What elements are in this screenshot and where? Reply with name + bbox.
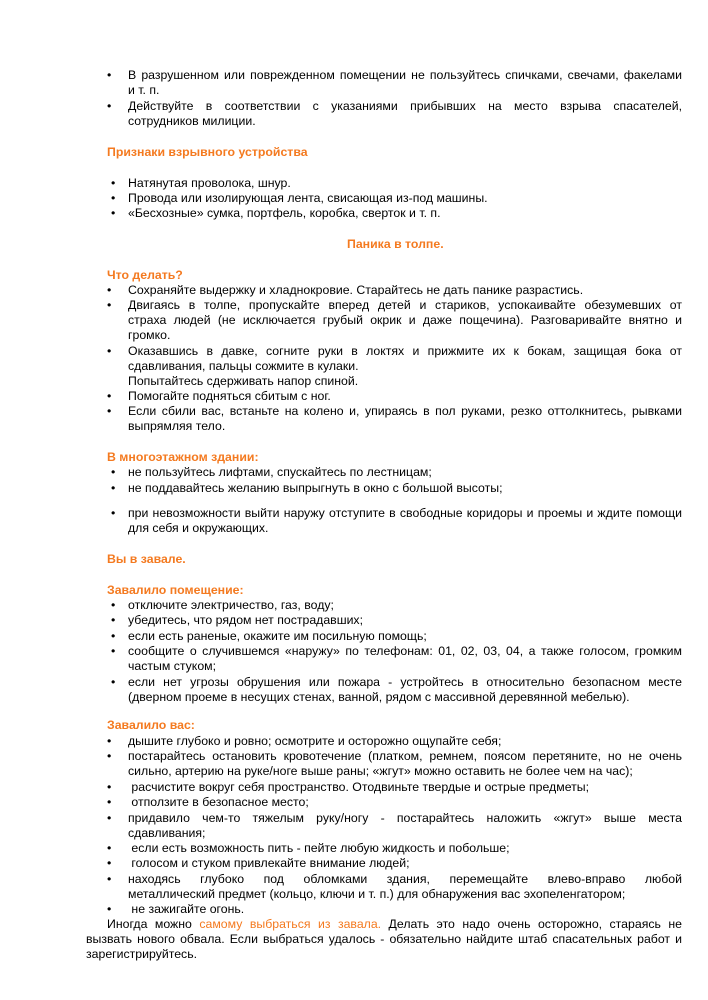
bullet-icon: •	[107, 99, 112, 113]
list-item-line: В разрушенном или поврежденном помещении не пользуйтесь спичками, свечами, факелами	[128, 68, 682, 82]
bullet-icon: •	[111, 675, 116, 689]
list-item-line: металлический предмет (кольцо, ключи и т. п.) для обнаружения вас эхопеленгатором;	[128, 887, 626, 901]
list-item-line: отключите электричество, газ, воду;	[128, 598, 334, 612]
list-item-line: выпрямляя тело.	[128, 419, 226, 433]
list-item-line: Провода или изолирующая лента, свисающая из-под машины.	[128, 191, 488, 205]
section-heading: Признаки взрывного устройства	[107, 145, 308, 159]
list-item-line: отползите в безопасное место;	[128, 795, 309, 809]
bullet-icon: •	[107, 734, 112, 748]
bullet-icon: •	[107, 795, 112, 809]
section-heading: В многоэтажном здании:	[107, 450, 259, 464]
list-item-line: убедитесь, что рядом нет пострадавших;	[128, 613, 363, 627]
list-item-line: (дверном проеме в несущих стенах, ванной, рядом с массивной деревянной мебелью).	[128, 690, 630, 704]
list-item-line: страха людей (не исключается грубый окрик и даже пощечина). Разговаривайте внятно и	[128, 313, 682, 327]
list-item-line: если есть раненые, окажите им посильную помощь;	[128, 629, 427, 643]
list-item-line: если нет угрозы обрушения или пожара - устройтесь в относительно безопасном месте	[128, 675, 682, 689]
bullet-icon: •	[111, 506, 116, 520]
bullet-icon: •	[111, 598, 116, 612]
bullet-icon: •	[111, 465, 116, 479]
list-item-line: Попытайтесь сдерживать напор спиной.	[128, 374, 359, 388]
section-heading: Что делать?	[107, 268, 183, 282]
bullet-icon: •	[111, 629, 116, 643]
list-item-line: и т. п.	[128, 83, 160, 97]
paragraph-text: Делать это надо очень осторожно, стараясь не	[381, 917, 682, 931]
bullet-icon: •	[111, 191, 116, 205]
bullet-icon: •	[107, 68, 112, 82]
list-item-line: для себя и окружающих.	[128, 521, 269, 535]
bullet-icon: •	[107, 389, 112, 403]
bullet-icon: •	[111, 176, 116, 190]
bullet-icon: •	[107, 298, 112, 312]
list-item-line: сообщите о случившемся «наружу» по телефонам: 01, 02, 03, 04, а также голосом, громким	[128, 644, 682, 658]
list-item-line: «Бесхозные» сумка, портфель, коробка, сверток и т. п.	[128, 206, 441, 220]
section-heading: Завалило помещение:	[107, 583, 244, 597]
list-item-line: громко.	[128, 328, 171, 342]
list-item-line: Двигаясь в толпе, пропускайте вперед детей и стариков, успокаивайте обезумевших от	[128, 298, 682, 312]
paragraph-line	[86, 917, 682, 932]
bullet-icon: •	[107, 749, 112, 763]
bullet-icon: •	[107, 856, 112, 870]
highlighted-phrase: самому выбраться из завала.	[199, 917, 382, 931]
section-title: Паника в толпе.	[347, 237, 444, 251]
list-item-line: если есть возможность пить - пейте любую жидкость и побольше;	[128, 841, 510, 855]
list-item-line: постарайтесь остановить кровотечение (платком, ремнем, поясом перетяните, но не очень	[128, 749, 682, 763]
paragraph-line: зарегистрируйтесь.	[86, 947, 198, 961]
list-item-line: дышите глубоко и ровно; осмотрите и осторожно ощупайте себя;	[128, 734, 502, 748]
section-heading: Завалило вас:	[107, 718, 195, 732]
list-item-line: Оказавшись в давке, согните руки в локтях и прижмите их к бокам, защищая бока от	[128, 344, 682, 358]
bullet-icon: •	[111, 644, 116, 658]
bullet-icon: •	[107, 780, 112, 794]
bullet-icon: •	[107, 902, 112, 916]
list-item-line: Действуйте в соответствии с указаниями прибывших на место взрыва спасателей,	[128, 99, 682, 113]
list-item-line: придавило чем-то тяжелым руку/ногу - постарайтесь наложить «жгут» выше места	[128, 811, 682, 825]
paragraph-text: Иногда можно	[107, 917, 200, 931]
bullet-icon: •	[111, 613, 116, 627]
list-item-line: сдавливания, пальцы сожмите в кулаки.	[128, 359, 359, 373]
bullet-icon: •	[111, 206, 116, 220]
list-item-line: Натянутая проволока, шнур.	[128, 176, 291, 190]
list-item-line: расчистите вокруг себя пространство. Отодвиньте твердые и острые предметы;	[128, 780, 590, 794]
list-item-line: Сохраняйте выдержку и хладнокровие. Старайтесь не дать панике разрастись.	[128, 283, 584, 297]
bullet-icon: •	[107, 841, 112, 855]
section-title: Вы в завале.	[107, 552, 186, 566]
list-item-line: не зажигайте огонь.	[128, 902, 245, 916]
list-item-line: частым стуком;	[128, 659, 217, 673]
bullet-icon: •	[107, 811, 112, 825]
list-item-line: сильно, артерию на руке/ноге выше раны; «жгут» можно оставить не более чем на час);	[128, 764, 633, 778]
bullet-icon: •	[107, 404, 112, 418]
list-item-line: не пользуйтесь лифтами, спускайтесь по лестницам;	[128, 465, 432, 479]
list-item-line: Если сбили вас, встаньте на колено и, упираясь в пол руками, резко оттолкнитесь, рывками	[128, 404, 682, 418]
list-item-line: находясь глубоко под обломками здания, перемещайте влево-вправо любой	[128, 872, 682, 886]
list-item-line: при невозможности выйти наружу отступите в свободные коридоры и проемы и ждите помощи	[128, 506, 682, 520]
list-item-line: сдавливания;	[128, 826, 206, 840]
bullet-icon: •	[111, 481, 116, 495]
list-item-line: не поддавайтесь желанию выпрыгнуть в окно с большой высоты;	[128, 481, 503, 495]
bullet-icon: •	[107, 344, 112, 358]
list-item-line: сотрудников милиции.	[128, 114, 256, 128]
paragraph-line: вызвать нового обвала. Если выбраться удалось - обязательно найдите штаб спасательных работ и	[86, 932, 682, 946]
bullet-icon: •	[107, 872, 112, 886]
list-item-line: Помогайте подняться сбитым с ног.	[128, 389, 331, 403]
list-item-line: голосом и стуком привлекайте внимание людей;	[128, 856, 410, 870]
bullet-icon: •	[107, 283, 112, 297]
